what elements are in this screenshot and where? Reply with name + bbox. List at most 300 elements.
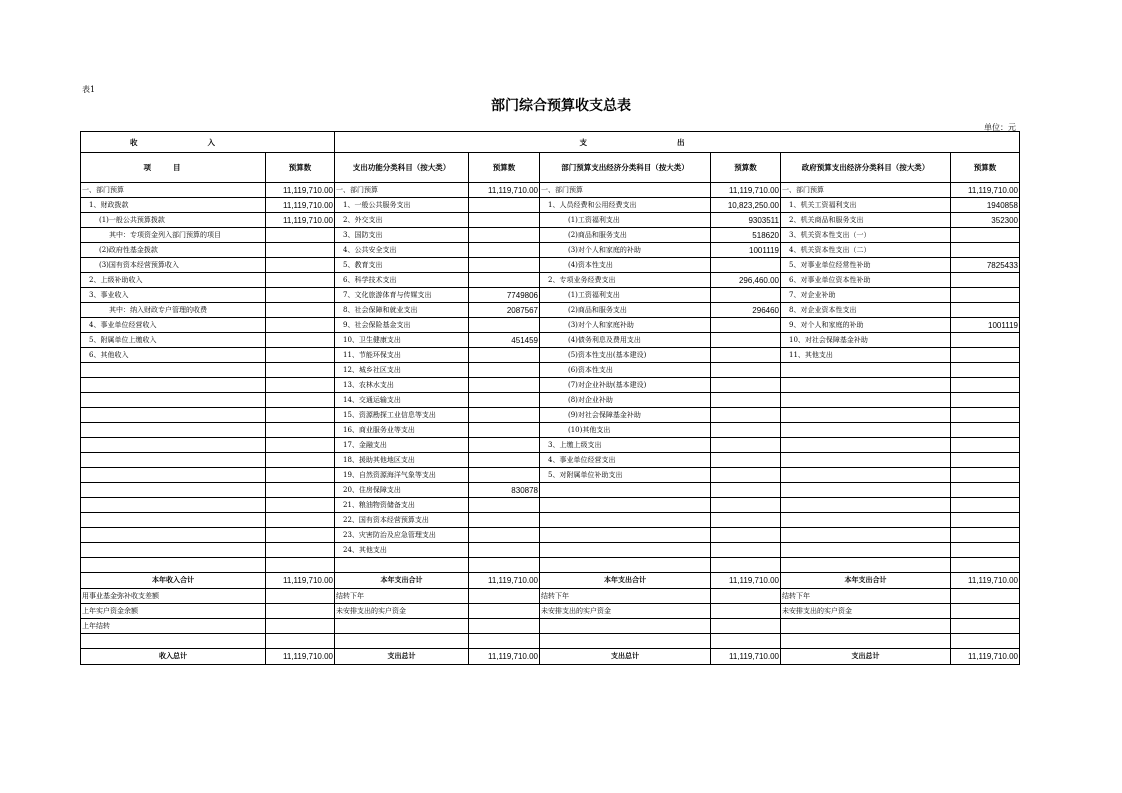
dept-econ-item: (3)对个人和家庭补助 (540, 318, 711, 333)
func-class-item: 14、交通运输支出 (335, 393, 469, 408)
income-item (81, 453, 266, 468)
gov-econ-amount (951, 423, 1020, 438)
table-row (81, 228, 1020, 243)
dept-econ-amount (711, 558, 781, 573)
income-amount (266, 318, 335, 333)
table-row (81, 423, 1020, 438)
dept-econ-amount (711, 408, 781, 423)
func-class-amount (469, 213, 540, 228)
income-item: (2)政府性基金拨款 (81, 243, 266, 258)
table-number: 表1 (82, 85, 96, 94)
func-class-amount (469, 363, 540, 378)
extra-income-item: 上年实户资金余额 (81, 604, 266, 619)
income-amount (266, 393, 335, 408)
func-class-item: 5、教育支出 (335, 258, 469, 273)
income-item: 其中：纳入财政专户管理的收费 (81, 303, 266, 318)
extra-dept-amount (711, 619, 781, 634)
income-item (81, 438, 266, 453)
table-row (81, 513, 1020, 528)
table-row (81, 543, 1020, 558)
gov-econ-item: 8、对企业资本性支出 (781, 303, 951, 318)
extra-func-item (335, 634, 469, 649)
func-class-item: 一、部门预算 (335, 183, 469, 198)
func-class-amount (469, 198, 540, 213)
dept-econ-amount (711, 348, 781, 363)
func-class-item: 9、社会保险基金支出 (335, 318, 469, 333)
extra-dept-amount (711, 634, 781, 649)
func-class-amount (469, 543, 540, 558)
func-class-item: 4、公共安全支出 (335, 243, 469, 258)
gov-econ-item (781, 423, 951, 438)
budget-header-1: 预算数 (266, 153, 335, 183)
extra-gov-amount (951, 634, 1020, 649)
dept-econ-item: (3)对个人和家庭的补助 (540, 243, 711, 258)
extra-row (81, 619, 1020, 634)
income-item: 其中：专项资金列入部门预算的项目 (81, 228, 266, 243)
income-amount: 11,119,710.00 (266, 213, 335, 228)
gov-econ-item (781, 363, 951, 378)
income-item (81, 363, 266, 378)
func-class-amount (469, 498, 540, 513)
func-class-amount (469, 393, 540, 408)
extra-row (81, 604, 1020, 619)
dept-econ-item: (8)对企业补助 (540, 393, 711, 408)
extra-gov-amount (951, 589, 1020, 604)
table-row (81, 318, 1020, 333)
gov-econ-amount (951, 528, 1020, 543)
extra-income-amount (266, 634, 335, 649)
extra-func-amount (469, 634, 540, 649)
dept-econ-item: (1)工资福利支出 (540, 288, 711, 303)
func-class-item: 17、金融支出 (335, 438, 469, 453)
func-class-item: 6、科学技术支出 (335, 273, 469, 288)
expense-header: 支出 (335, 132, 1020, 153)
dept-econ-item: (10)其他支出 (540, 423, 711, 438)
gov-econ-amount (951, 288, 1020, 303)
gov-econ-amount (951, 333, 1020, 348)
income-amount (266, 363, 335, 378)
income-amount: 11,119,710.00 (266, 183, 335, 198)
table-row (81, 198, 1020, 213)
income-item: 3、事业收入 (81, 288, 266, 303)
extra-gov-item (781, 619, 951, 634)
extra-func-amount (469, 589, 540, 604)
dept-econ-amount (711, 363, 781, 378)
income-amount (266, 288, 335, 303)
extra-dept-item: 未安排支出的实户资金 (540, 604, 711, 619)
income-item (81, 528, 266, 543)
dept-econ-amount (711, 513, 781, 528)
extra-gov-item (781, 634, 951, 649)
income-grand-total-amount: 11,119,710.00 (266, 649, 335, 665)
budget-header-2: 预算数 (469, 153, 540, 183)
table-row (81, 393, 1020, 408)
income-item (81, 468, 266, 483)
extra-row (81, 589, 1020, 604)
income-amount (266, 243, 335, 258)
extra-income-item: 上年结转 (81, 619, 266, 634)
dept-econ-amount (711, 423, 781, 438)
gov-econ-amount (951, 363, 1020, 378)
func-class-amount (469, 258, 540, 273)
year-dept-total-label: 本年支出合计 (540, 573, 711, 589)
income-amount (266, 468, 335, 483)
dept-econ-amount (711, 378, 781, 393)
gov-econ-amount (951, 393, 1020, 408)
extra-dept-item: 结转下年 (540, 589, 711, 604)
table-row (81, 333, 1020, 348)
dept-econ-item: (4)资本性支出 (540, 258, 711, 273)
income-item (81, 393, 266, 408)
table-row (81, 498, 1020, 513)
extra-gov-amount (951, 604, 1020, 619)
income-item: 1、财政拨款 (81, 198, 266, 213)
func-class-amount (469, 558, 540, 573)
dept-econ-item (540, 498, 711, 513)
table-row (81, 558, 1020, 573)
gov-econ-amount: 7825433 (951, 258, 1020, 273)
gov-econ-item: 5、对事业单位经常性补助 (781, 258, 951, 273)
income-amount (266, 558, 335, 573)
gov-econ-amount (951, 483, 1020, 498)
budget-header-4: 预算数 (951, 153, 1020, 183)
func-class-amount: 7749806 (469, 288, 540, 303)
dept-econ-amount (711, 528, 781, 543)
func-class-header: 支出功能分类科目（按大类） (335, 153, 469, 183)
gov-econ-amount (951, 513, 1020, 528)
extra-income-item (81, 634, 266, 649)
dept-grand-total-label: 支出总计 (540, 649, 711, 665)
extra-row (81, 634, 1020, 649)
gov-econ-amount (951, 408, 1020, 423)
income-item (81, 513, 266, 528)
budget-header-3: 预算数 (711, 153, 781, 183)
income-item: (1)一般公共预算拨款 (81, 213, 266, 228)
extra-func-amount (469, 604, 540, 619)
dept-econ-item: 3、上缴上级支出 (540, 438, 711, 453)
dept-econ-item (540, 483, 711, 498)
gov-econ-amount (951, 438, 1020, 453)
dept-econ-item: (6)资本性支出 (540, 363, 711, 378)
income-amount (266, 273, 335, 288)
extra-func-item: 未安排支出的实户资金 (335, 604, 469, 619)
func-class-item (335, 558, 469, 573)
page-title: 部门综合预算收支总表 (491, 98, 631, 114)
dept-econ-amount (711, 453, 781, 468)
gov-econ-amount (951, 468, 1020, 483)
func-class-amount (469, 228, 540, 243)
gov-econ-amount: 11,119,710.00 (951, 183, 1020, 198)
func-grand-total-label: 支出总计 (335, 649, 469, 665)
header-row-2 (81, 153, 1020, 183)
income-header: 收入 (81, 132, 335, 153)
dept-econ-amount: 9303511 (711, 213, 781, 228)
gov-econ-item (781, 558, 951, 573)
header-row-1 (81, 132, 1020, 153)
income-amount (266, 483, 335, 498)
extra-func-item: 结转下年 (335, 589, 469, 604)
gov-econ-amount (951, 498, 1020, 513)
extra-func-item (335, 619, 469, 634)
dept-econ-item (540, 513, 711, 528)
func-class-amount (469, 318, 540, 333)
func-class-item: 18、援助其他地区支出 (335, 453, 469, 468)
dept-econ-item: 4、事业单位经营支出 (540, 453, 711, 468)
extra-dept-item (540, 619, 711, 634)
dept-econ-amount (711, 318, 781, 333)
dept-econ-amount (711, 498, 781, 513)
gov-econ-item (781, 468, 951, 483)
gov-econ-item: 3、机关资本性支出（一） (781, 228, 951, 243)
func-class-item: 1、一般公共服务支出 (335, 198, 469, 213)
func-class-amount (469, 243, 540, 258)
table-row (81, 363, 1020, 378)
income-amount (266, 408, 335, 423)
gov-econ-amount (951, 243, 1020, 258)
income-amount (266, 333, 335, 348)
extra-gov-item: 结转下年 (781, 589, 951, 604)
income-item (81, 378, 266, 393)
gov-grand-total-amount: 11,119,710.00 (951, 649, 1020, 665)
gov-econ-amount (951, 303, 1020, 318)
gov-econ-amount (951, 378, 1020, 393)
income-amount (266, 438, 335, 453)
extra-func-amount (469, 619, 540, 634)
gov-econ-item: 6、对事业单位资本性补助 (781, 273, 951, 288)
func-class-item: 22、国有资本经营预算支出 (335, 513, 469, 528)
extra-income-amount (266, 604, 335, 619)
func-class-item: 7、文化旅游体育与传媒支出 (335, 288, 469, 303)
func-class-item: 20、住房保障支出 (335, 483, 469, 498)
income-item: 2、上级补助收入 (81, 273, 266, 288)
dept-econ-item: 5、对附属单位补助支出 (540, 468, 711, 483)
func-class-amount (469, 453, 540, 468)
func-class-amount (469, 348, 540, 363)
table-row (81, 213, 1020, 228)
func-class-item: 16、商业服务业等支出 (335, 423, 469, 438)
func-class-amount (469, 438, 540, 453)
income-item (81, 483, 266, 498)
gov-econ-item (781, 408, 951, 423)
income-item (81, 558, 266, 573)
budget-summary-table (80, 131, 1020, 665)
func-class-amount (469, 468, 540, 483)
income-amount (266, 378, 335, 393)
table-row (81, 438, 1020, 453)
income-item: (3)国有资本经营预算收入 (81, 258, 266, 273)
income-item: 一、部门预算 (81, 183, 266, 198)
table-row (81, 453, 1020, 468)
table-row (81, 273, 1020, 288)
income-item (81, 423, 266, 438)
func-class-amount (469, 423, 540, 438)
table-row (81, 303, 1020, 318)
income-amount (266, 258, 335, 273)
year-func-total-amount: 11,119,710.00 (469, 573, 540, 589)
grand-total-row (81, 649, 1020, 665)
func-class-item: 21、粮油物资储备支出 (335, 498, 469, 513)
year-income-total-amount: 11,119,710.00 (266, 573, 335, 589)
extra-income-item: 用事业基金弥补收支差额 (81, 589, 266, 604)
dept-econ-amount: 296,460.00 (711, 273, 781, 288)
dept-econ-amount: 11,119,710.00 (711, 183, 781, 198)
income-grand-total-label: 收入总计 (81, 649, 266, 665)
dept-econ-amount: 1001119 (711, 243, 781, 258)
year-gov-total-amount: 11,119,710.00 (951, 573, 1020, 589)
extra-income-amount (266, 589, 335, 604)
year-income-total-label: 本年收入合计 (81, 573, 266, 589)
table-row (81, 378, 1020, 393)
dept-econ-amount (711, 438, 781, 453)
gov-econ-item (781, 438, 951, 453)
income-item: 6、其他收入 (81, 348, 266, 363)
gov-grand-total-label: 支出总计 (781, 649, 951, 665)
dept-econ-item (540, 558, 711, 573)
table-row (81, 528, 1020, 543)
year-func-total-label: 本年支出合计 (335, 573, 469, 589)
func-class-item: 19、自然资源海洋气象等支出 (335, 468, 469, 483)
gov-econ-item (781, 513, 951, 528)
gov-econ-item (781, 378, 951, 393)
func-class-item: 3、国防支出 (335, 228, 469, 243)
income-amount (266, 453, 335, 468)
table-row (81, 288, 1020, 303)
income-amount (266, 498, 335, 513)
gov-econ-item (781, 498, 951, 513)
gov-econ-item: 7、对企业补助 (781, 288, 951, 303)
dept-econ-amount: 518620 (711, 228, 781, 243)
extra-dept-amount (711, 589, 781, 604)
func-class-item: 23、灾害防治及应急管理支出 (335, 528, 469, 543)
year-gov-total-label: 本年支出合计 (781, 573, 951, 589)
func-class-amount: 451459 (469, 333, 540, 348)
gov-econ-header: 政府预算支出经济分类科目（按大类） (781, 153, 951, 183)
income-item: 5、附属单位上缴收入 (81, 333, 266, 348)
dept-econ-item (540, 528, 711, 543)
gov-econ-item: 1、机关工资福利支出 (781, 198, 951, 213)
func-class-amount: 2087567 (469, 303, 540, 318)
gov-econ-amount (951, 273, 1020, 288)
dept-econ-amount (711, 393, 781, 408)
dept-econ-amount (711, 468, 781, 483)
income-amount (266, 543, 335, 558)
func-class-item: 13、农林水支出 (335, 378, 469, 393)
dept-econ-item: (5)资本性支出(基本建设) (540, 348, 711, 363)
income-amount (266, 423, 335, 438)
func-grand-total-amount: 11,119,710.00 (469, 649, 540, 665)
func-class-item: 11、节能环保支出 (335, 348, 469, 363)
dept-econ-header: 部门预算支出经济分类科目（按大类） (540, 153, 711, 183)
dept-econ-item: (2)商品和服务支出 (540, 228, 711, 243)
income-amount (266, 348, 335, 363)
table-row (81, 183, 1020, 198)
func-class-item: 15、资源勘探工业信息等支出 (335, 408, 469, 423)
income-item: 4、事业单位经营收入 (81, 318, 266, 333)
dept-econ-item: (7)对企业补助(基本建设) (540, 378, 711, 393)
func-class-item: 12、城乡社区支出 (335, 363, 469, 378)
item-header: 项目 (81, 153, 266, 183)
func-class-amount: 830878 (469, 483, 540, 498)
income-amount (266, 513, 335, 528)
income-amount (266, 228, 335, 243)
income-item (81, 543, 266, 558)
gov-econ-item: 11、其他支出 (781, 348, 951, 363)
unit-label: 单位：元 (984, 123, 1016, 132)
gov-econ-item: 2、机关商品和服务支出 (781, 213, 951, 228)
gov-econ-item (781, 528, 951, 543)
dept-econ-item (540, 543, 711, 558)
func-class-item: 8、社会保障和就业支出 (335, 303, 469, 318)
extra-dept-item (540, 634, 711, 649)
gov-econ-item (781, 483, 951, 498)
table-row (81, 243, 1020, 258)
func-class-amount (469, 408, 540, 423)
func-class-item: 10、卫生健康支出 (335, 333, 469, 348)
income-amount (266, 303, 335, 318)
gov-econ-amount (951, 228, 1020, 243)
gov-econ-item (781, 453, 951, 468)
dept-econ-amount (711, 288, 781, 303)
table-row (81, 348, 1020, 363)
gov-econ-amount (951, 543, 1020, 558)
gov-econ-item: 4、机关资本性支出（二） (781, 243, 951, 258)
table-row (81, 483, 1020, 498)
dept-econ-item: (4)债务利息及费用支出 (540, 333, 711, 348)
income-item (81, 498, 266, 513)
dept-econ-item: 1、人员经费和公用经费支出 (540, 198, 711, 213)
func-class-amount (469, 513, 540, 528)
table-row (81, 468, 1020, 483)
dept-econ-amount: 296460 (711, 303, 781, 318)
gov-econ-item: 10、对社会保障基金补助 (781, 333, 951, 348)
extra-income-amount (266, 619, 335, 634)
year-total-row (81, 573, 1020, 589)
table-row (81, 408, 1020, 423)
func-class-amount: 11,119,710.00 (469, 183, 540, 198)
func-class-item: 2、外交支出 (335, 213, 469, 228)
dept-econ-item: (1)工资福利支出 (540, 213, 711, 228)
dept-grand-total-amount: 11,119,710.00 (711, 649, 781, 665)
dept-econ-amount: 10,823,250.00 (711, 198, 781, 213)
gov-econ-amount: 1940858 (951, 198, 1020, 213)
income-item (81, 408, 266, 423)
dept-econ-item: 一、部门预算 (540, 183, 711, 198)
gov-econ-amount (951, 558, 1020, 573)
gov-econ-amount (951, 453, 1020, 468)
dept-econ-item: 2、专项业务经费支出 (540, 273, 711, 288)
gov-econ-item (781, 543, 951, 558)
dept-econ-amount (711, 258, 781, 273)
gov-econ-amount (951, 348, 1020, 363)
func-class-item: 24、其他支出 (335, 543, 469, 558)
table-row (81, 258, 1020, 273)
extra-gov-item: 未安排支出的实户资金 (781, 604, 951, 619)
gov-econ-item: 9、对个人和家庭的补助 (781, 318, 951, 333)
func-class-amount (469, 528, 540, 543)
func-class-amount (469, 378, 540, 393)
gov-econ-item (781, 393, 951, 408)
gov-econ-amount: 1001119 (951, 318, 1020, 333)
year-dept-total-amount: 11,119,710.00 (711, 573, 781, 589)
dept-econ-amount (711, 483, 781, 498)
dept-econ-amount (711, 543, 781, 558)
gov-econ-item: 一、部门预算 (781, 183, 951, 198)
gov-econ-amount: 352300 (951, 213, 1020, 228)
income-amount: 11,119,710.00 (266, 198, 335, 213)
extra-dept-amount (711, 604, 781, 619)
dept-econ-item: (2)商品和服务支出 (540, 303, 711, 318)
func-class-amount (469, 273, 540, 288)
